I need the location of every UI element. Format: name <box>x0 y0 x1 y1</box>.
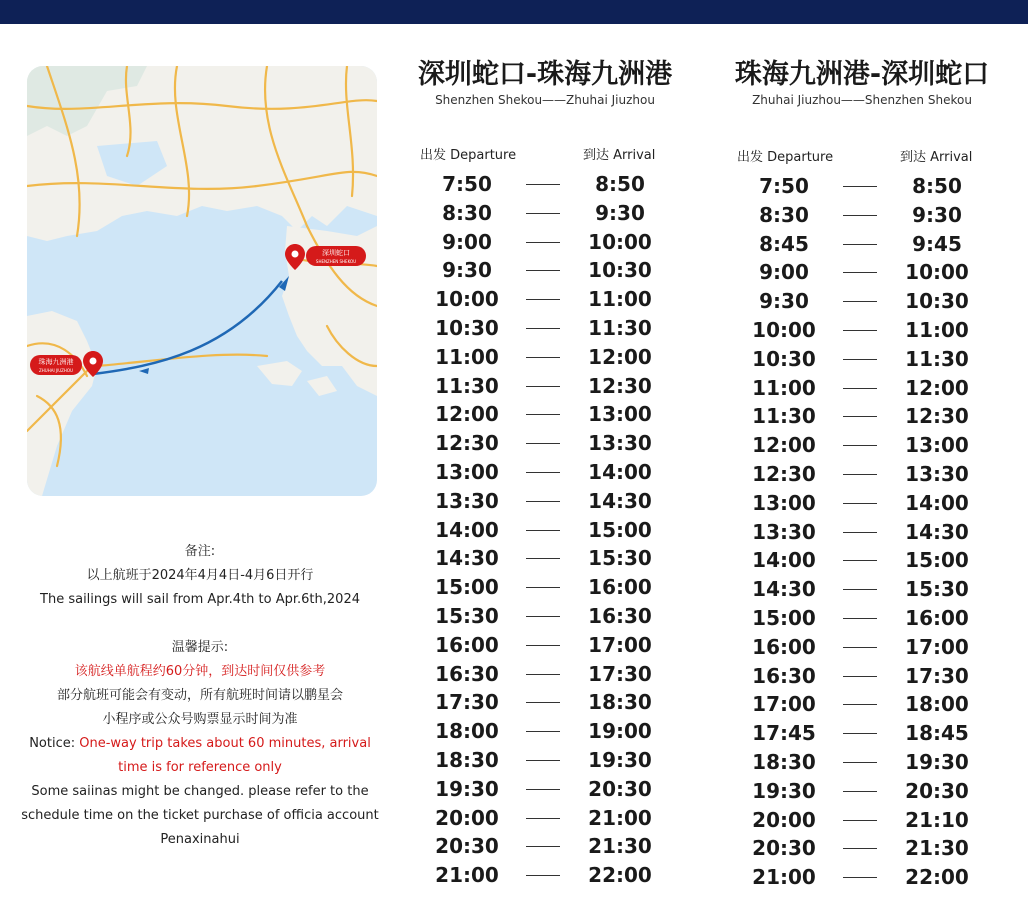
schedule-row <box>405 372 685 400</box>
schedule-row <box>722 546 1002 574</box>
departure-time: 16:00 <box>752 634 816 659</box>
dash-separator <box>843 704 877 705</box>
schedule-row <box>722 316 1002 344</box>
departure-time: 13:00 <box>752 490 816 515</box>
departure-time: 20:00 <box>752 807 816 832</box>
shekou-map-label: 深圳蛇口 <box>322 249 350 257</box>
schedule-row <box>405 285 685 313</box>
arrival-time: 14:30 <box>905 519 969 544</box>
shekou-map-label-en: SHENZHEN SHEKOU <box>315 259 357 264</box>
schedule-row <box>722 258 1002 286</box>
arrival-time: 14:00 <box>588 460 652 484</box>
departure-time: 10:30 <box>435 316 499 340</box>
dash-separator <box>843 186 877 187</box>
notice-en-line3: Penaxinahui <box>160 832 240 847</box>
arrival-time: 12:30 <box>905 404 969 429</box>
departure-time: 21:00 <box>752 865 816 890</box>
arrival-time: 18:30 <box>588 690 652 715</box>
arrival-time: 9:30 <box>595 200 645 225</box>
departure-time: 11:00 <box>435 344 499 369</box>
departure-time: 17:45 <box>752 721 816 746</box>
dash-separator <box>843 301 877 302</box>
arrival-time: 15:30 <box>588 546 652 571</box>
dash-separator <box>526 328 560 329</box>
arrival-time: 13:00 <box>905 433 969 458</box>
schedule-row <box>405 516 685 544</box>
departure-time: 8:30 <box>442 200 492 225</box>
arrival-time: 18:45 <box>905 721 969 746</box>
arrival-time: 19:30 <box>905 750 969 774</box>
departure-time: 8:45 <box>759 231 809 256</box>
schedule-row <box>722 489 1002 517</box>
departure-time: 14:00 <box>435 517 499 542</box>
schedule-row <box>405 832 685 860</box>
schedule-row <box>405 573 685 601</box>
schedule-row <box>405 746 685 774</box>
departure-time: 16:30 <box>752 663 816 688</box>
arrival-time: 10:00 <box>905 260 969 285</box>
route-shekou-to-jiuzhou <box>405 58 685 888</box>
notice-line1 <box>0 732 400 756</box>
schedule-row <box>405 228 685 256</box>
schedule-row <box>722 287 1002 315</box>
schedule-row <box>405 804 685 832</box>
arrival-time: 15:00 <box>905 548 969 573</box>
dash-separator <box>526 731 560 732</box>
departure-time: 9:30 <box>759 289 809 314</box>
dash-separator <box>526 645 560 646</box>
arrival-time: 10:00 <box>588 229 652 254</box>
departure-time: 11:00 <box>752 375 816 400</box>
notice-label: Notice: <box>29 736 80 751</box>
dash-separator <box>526 530 560 531</box>
departure-time: 12:30 <box>752 462 816 486</box>
schedule-row <box>722 748 1002 776</box>
departure-time: 16:00 <box>435 632 499 657</box>
departure-time: 19:30 <box>435 776 499 801</box>
arrival-time: 17:00 <box>588 632 652 657</box>
schedule-row <box>405 314 685 342</box>
schedule-row <box>722 719 1002 747</box>
dash-separator <box>843 215 877 216</box>
schedule-row <box>405 429 685 457</box>
dash-separator <box>843 388 877 389</box>
route-map <box>27 66 377 496</box>
dash-separator <box>843 503 877 504</box>
dash-separator <box>843 244 877 245</box>
departure-time: 12:00 <box>435 402 499 427</box>
schedule-row <box>722 604 1002 632</box>
dash-separator <box>526 443 560 444</box>
notice-en-line1: Some saiinas might be changed. please refer to the <box>31 784 369 799</box>
route-jiuzhou-to-shekou <box>722 58 1002 890</box>
arrival-time: 8:50 <box>912 174 962 198</box>
departure-time: 20:30 <box>752 836 816 861</box>
schedule-row <box>405 775 685 803</box>
arrival-time: 19:30 <box>588 748 652 772</box>
departure-time: 17:30 <box>435 690 499 715</box>
departure-time: 11:30 <box>752 404 816 429</box>
schedule-row <box>405 170 685 198</box>
departure-time: 18:30 <box>752 750 816 774</box>
dash-separator <box>843 618 877 619</box>
dash-separator <box>526 270 560 271</box>
schedule-row <box>405 343 685 371</box>
schedule-row <box>405 487 685 515</box>
dash-separator <box>843 474 877 475</box>
departure-time: 14:30 <box>752 577 816 602</box>
dash-separator <box>843 560 877 561</box>
notice-en-line2: schedule time on the ticket purchase of officia account <box>21 808 379 823</box>
arrival-time: 14:30 <box>588 488 652 513</box>
departure-time: 14:30 <box>435 546 499 571</box>
notice-red-line1: One-way trip takes about 60 minutes, arrival <box>79 736 371 751</box>
departure-time: 7:50 <box>759 174 809 198</box>
dash-separator <box>526 702 560 703</box>
dash-separator <box>526 674 560 675</box>
dash-separator <box>843 589 877 590</box>
departure-time: 18:00 <box>435 719 499 744</box>
dash-separator <box>843 762 877 763</box>
dash-separator <box>526 818 560 819</box>
schedule-row <box>722 201 1002 229</box>
departure-time: 10:00 <box>435 287 499 312</box>
arrival-time: 14:00 <box>905 490 969 515</box>
dash-separator <box>526 184 560 185</box>
dash-separator <box>843 791 877 792</box>
dash-separator <box>843 877 877 878</box>
tips-red-cn: 该航线单航程约60分钟，到达时间仅供参考 <box>74 664 326 679</box>
arrival-time: 17:30 <box>588 661 652 686</box>
schedule-row <box>722 834 1002 862</box>
schedule-row <box>405 256 685 284</box>
schedule-row <box>722 575 1002 603</box>
arrival-time: 10:30 <box>588 258 652 283</box>
dash-separator <box>526 501 560 502</box>
arrival-time: 12:00 <box>905 375 969 400</box>
schedule-row <box>405 458 685 486</box>
arrival-time: 13:00 <box>588 402 652 427</box>
departure-time: 19:30 <box>752 778 816 803</box>
arrival-time: 19:00 <box>588 719 652 744</box>
schedule-row <box>722 690 1002 718</box>
schedule-row <box>405 861 685 889</box>
dash-separator <box>843 445 877 446</box>
map-canvas <box>27 66 377 496</box>
departure-time: 12:00 <box>752 433 816 458</box>
dash-separator <box>843 733 877 734</box>
schedule-row <box>405 631 685 659</box>
dash-separator <box>843 647 877 648</box>
remark-en: The sailings will sail from Apr.4th to Apr.6th,2024 <box>40 592 360 607</box>
departure-time: 15:00 <box>752 606 816 630</box>
notes-section <box>0 540 400 852</box>
arrival-time: 13:30 <box>905 462 969 486</box>
departure-time: 10:30 <box>752 346 816 371</box>
schedule-row <box>722 431 1002 459</box>
schedule-row <box>722 345 1002 373</box>
departure-time: 11:30 <box>435 373 499 398</box>
arrival-time: 22:00 <box>905 865 969 890</box>
departure-time: 9:30 <box>442 258 492 283</box>
dash-separator <box>843 330 877 331</box>
route-subtitle: Zhuhai Jiuzhou——Shenzhen Shekou <box>752 93 972 107</box>
arrival-header: 到达 Arrival <box>900 150 973 165</box>
departure-time: 12:30 <box>435 431 499 456</box>
departure-time: 17:00 <box>752 692 816 717</box>
departure-time: 14:00 <box>752 548 816 573</box>
departure-time: 21:00 <box>435 863 499 888</box>
departure-time: 15:00 <box>435 575 499 600</box>
arrival-time: 20:30 <box>905 778 969 803</box>
arrival-time: 16:00 <box>905 606 969 630</box>
departure-time: 20:30 <box>435 834 499 859</box>
tips-cn-line1: 部分航班可能会有变动，所有航班时间请以鹏星会 <box>56 688 343 703</box>
departure-time: 13:00 <box>435 460 499 484</box>
remark-cn: 以上航班于2024年4月4日-4月6日开行 <box>86 568 314 583</box>
dash-separator <box>526 760 560 761</box>
schedule-row <box>405 400 685 428</box>
departure-time: 13:30 <box>435 488 499 513</box>
arrival-time: 12:30 <box>588 373 652 398</box>
arrival-time: 11:00 <box>588 287 652 312</box>
dash-separator <box>843 416 877 417</box>
schedule-row <box>722 402 1002 430</box>
schedule-row <box>405 602 685 630</box>
dash-separator <box>526 242 560 243</box>
route-title: 深圳蛇口-珠海九洲港 <box>417 59 673 90</box>
dash-separator <box>526 299 560 300</box>
dash-separator <box>526 846 560 847</box>
arrival-time: 17:00 <box>905 634 969 659</box>
departure-time: 7:50 <box>442 172 492 196</box>
departure-time: 9:00 <box>759 260 809 285</box>
departure-time: 20:00 <box>435 805 499 830</box>
arrival-time: 21:00 <box>588 805 652 830</box>
arrival-time: 11:00 <box>905 318 969 342</box>
schedule-row <box>405 199 685 227</box>
dash-separator <box>843 359 877 360</box>
arrival-time: 8:50 <box>595 172 645 196</box>
dash-separator <box>526 357 560 358</box>
arrival-time: 16:30 <box>588 604 652 628</box>
arrival-time: 9:45 <box>912 231 962 256</box>
jiuzhou-map-label: 珠海九洲港 <box>38 358 74 366</box>
schedule-row <box>405 660 685 688</box>
route-title: 珠海九洲港-深圳蛇口 <box>734 59 990 90</box>
dash-separator <box>843 532 877 533</box>
dash-separator <box>526 213 560 214</box>
route-subtitle: Shenzhen Shekou——Zhuhai Jiuzhou <box>435 93 655 107</box>
dash-separator <box>526 616 560 617</box>
arrival-time: 11:30 <box>588 316 652 340</box>
schedule-row <box>722 633 1002 661</box>
jiuzhou-map-label-en: ZHUHAI JIUZHOU <box>39 368 73 373</box>
dash-separator <box>526 587 560 588</box>
departure-time: 9:00 <box>442 229 492 254</box>
schedule-row <box>405 688 685 716</box>
notice-red-line2: time is for reference only <box>118 760 282 775</box>
arrival-time: 16:00 <box>588 575 652 600</box>
arrival-time: 11:30 <box>905 346 969 371</box>
dash-separator <box>843 272 877 273</box>
dash-separator <box>526 789 560 790</box>
schedule-row <box>405 544 685 572</box>
schedule-row <box>722 777 1002 805</box>
arrival-time: 21:30 <box>905 836 969 861</box>
arrival-time: 10:30 <box>905 289 969 314</box>
departure-header: 出发 Departure <box>420 148 517 163</box>
departure-time: 10:00 <box>752 318 816 342</box>
arrival-time: 9:30 <box>912 202 962 227</box>
arrival-time: 21:10 <box>905 807 969 832</box>
arrival-time: 17:30 <box>905 663 969 688</box>
remark-heading: 备注: <box>184 544 216 559</box>
tips-cn-line2: 小程序或公众号购票显示时间为准 <box>102 712 298 727</box>
schedule-row <box>722 230 1002 258</box>
arrival-time: 22:00 <box>588 863 652 888</box>
arrival-time: 13:30 <box>588 431 652 456</box>
schedule-row <box>722 863 1002 891</box>
dash-separator <box>843 676 877 677</box>
dash-separator <box>526 414 560 415</box>
arrival-time: 21:30 <box>588 834 652 859</box>
dash-separator <box>526 386 560 387</box>
schedule-row <box>405 717 685 745</box>
schedule-row <box>722 518 1002 546</box>
dash-separator <box>843 848 877 849</box>
arrival-header: 到达 Arrival <box>583 148 656 163</box>
arrival-time: 12:00 <box>588 344 652 369</box>
tips-heading: 温馨提示: <box>171 640 229 655</box>
schedule-row <box>722 172 1002 200</box>
dash-separator <box>526 472 560 473</box>
departure-time: 13:30 <box>752 519 816 544</box>
schedule-row <box>722 374 1002 402</box>
schedule-row <box>722 662 1002 690</box>
arrival-time: 20:30 <box>588 776 652 801</box>
arrival-time: 15:00 <box>588 517 652 542</box>
top-banner-bar <box>0 0 1028 24</box>
departure-time: 18:30 <box>435 748 499 772</box>
dash-separator <box>526 875 560 876</box>
departure-time: 15:30 <box>435 604 499 628</box>
schedule-row <box>722 806 1002 834</box>
dash-separator <box>843 820 877 821</box>
departure-header: 出发 Departure <box>737 150 834 165</box>
arrival-time: 18:00 <box>905 692 969 717</box>
departure-time: 8:30 <box>759 202 809 227</box>
arrival-time: 15:30 <box>905 577 969 602</box>
departure-time: 16:30 <box>435 661 499 686</box>
dash-separator <box>526 558 560 559</box>
schedule-row <box>722 460 1002 488</box>
